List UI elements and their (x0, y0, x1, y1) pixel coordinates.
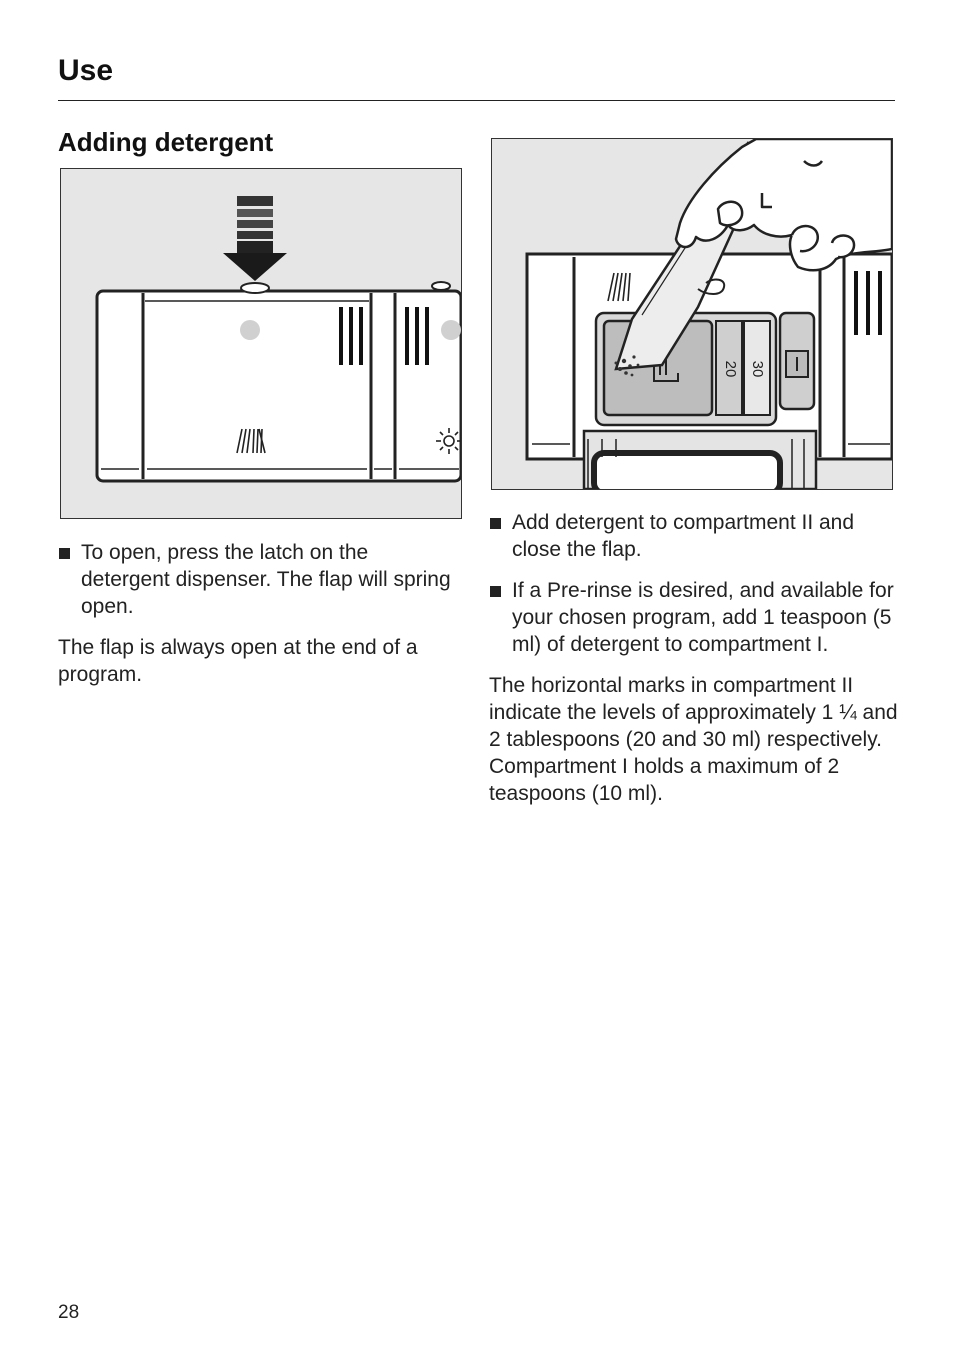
down-arrow-icon (223, 196, 287, 281)
bullet-text: Add detergent to compartment II and close the flap. (512, 511, 855, 561)
bullet-square-icon (490, 518, 501, 529)
bullet-square-icon (490, 586, 501, 597)
instruction-bullet (489, 509, 899, 563)
figure-press-latch (60, 168, 462, 519)
left-column (58, 539, 458, 702)
instruction-bullet (489, 577, 899, 658)
level-mark-30: 30 (749, 360, 767, 378)
instruction-bullet (58, 539, 458, 620)
section-subtitle: Adding detergent (58, 127, 274, 157)
header-rule (58, 100, 895, 101)
dispenser-body (97, 282, 461, 481)
figure-add-detergent (491, 138, 893, 490)
paragraph: The horizontal marks in compartment II indicate the levels of approximately 1 ¼ and 2 tablespoons (20 and 30 ml) respectively. Compartment I holds a maximum of 2 teaspoons (10 ml). (489, 674, 898, 805)
level-mark-20: 20 (722, 360, 740, 378)
bullet-text: To open, press the latch on the detergent dispenser. The flap will spring open. (81, 541, 451, 618)
dispenser-open (527, 254, 892, 489)
section-title: Use (58, 54, 114, 87)
right-column (489, 509, 899, 821)
page-number: 28 (58, 1302, 80, 1323)
bullet-square-icon (59, 548, 70, 559)
bullet-text: If a Pre-rinse is desired, and available for your chosen program, add 1 teaspoon (5 ml) of detergent to compartment I. (512, 579, 894, 656)
paragraph: The flap is always open at the end of a program. (58, 636, 418, 686)
